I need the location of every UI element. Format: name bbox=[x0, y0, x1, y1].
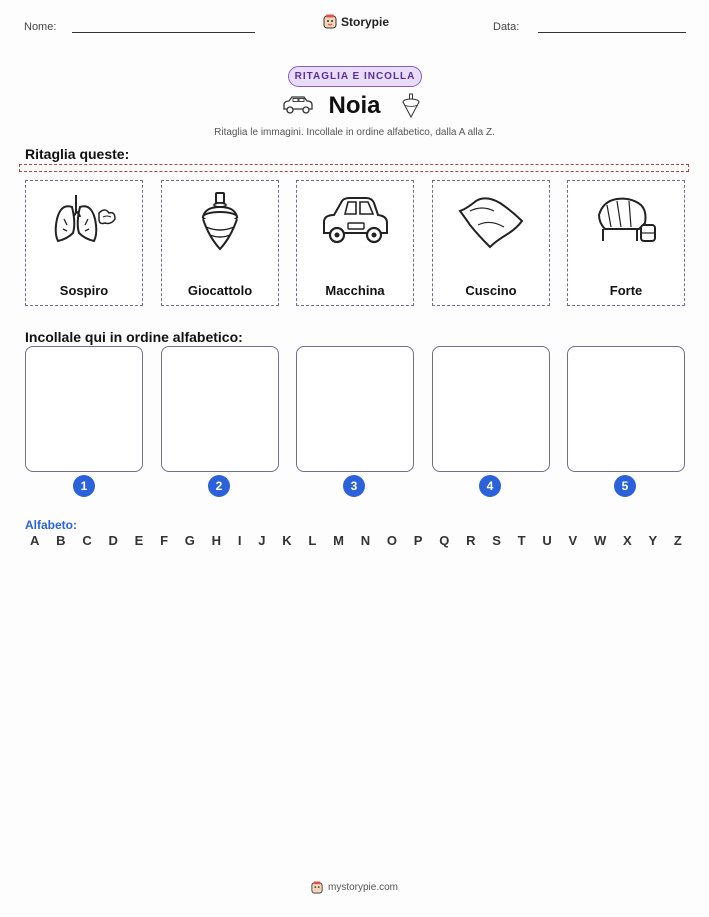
lungs-icon bbox=[49, 189, 119, 253]
alphabet-letter: R bbox=[466, 533, 476, 548]
alphabet-letter: Y bbox=[648, 533, 658, 548]
spinning-top-icon bbox=[185, 189, 255, 253]
alphabet-letter: P bbox=[413, 533, 423, 548]
alphabet-letter: Z bbox=[673, 533, 682, 548]
car-icon bbox=[320, 189, 390, 253]
number-badge-1: 1 bbox=[73, 475, 95, 497]
alphabet-letter: U bbox=[542, 533, 552, 548]
paste-box-5[interactable] bbox=[567, 346, 685, 472]
alphabet-letter: X bbox=[623, 533, 632, 548]
page-title: Noia bbox=[328, 92, 381, 119]
alphabet-letter: E bbox=[134, 533, 144, 548]
alphabet-letter: S bbox=[492, 533, 501, 548]
blanket-fort-icon bbox=[591, 189, 661, 253]
brand-name: Storypie bbox=[341, 14, 390, 29]
alphabet-row bbox=[30, 533, 682, 548]
cut-line bbox=[19, 164, 689, 172]
alphabet-letter: N bbox=[360, 533, 371, 548]
cut-card-label: Cuscino bbox=[465, 283, 517, 298]
paste-box-2[interactable] bbox=[161, 346, 279, 472]
alphabet-letter: A bbox=[30, 533, 40, 548]
cut-card-giocattolo[interactable] bbox=[161, 180, 279, 306]
cut-card-label: Forte bbox=[609, 283, 643, 298]
alphabet-heading: Alfabeto: bbox=[25, 518, 77, 532]
spinning-top-doodle-icon bbox=[400, 93, 422, 119]
storypie-mascot-icon bbox=[311, 881, 323, 894]
alphabet-letter: M bbox=[333, 533, 344, 548]
alphabet-letter: F bbox=[160, 533, 169, 548]
paste-box-1[interactable] bbox=[25, 346, 143, 472]
alphabet-letter: D bbox=[108, 533, 118, 548]
footer bbox=[0, 881, 709, 894]
cut-card-sospiro[interactable] bbox=[25, 180, 143, 306]
alphabet-letter: G bbox=[184, 533, 195, 548]
activity-badge: RITAGLIA E INCOLLA bbox=[288, 66, 422, 87]
alphabet-letter: L bbox=[308, 533, 317, 548]
storypie-mascot-icon bbox=[323, 14, 337, 29]
paste-box-4[interactable] bbox=[432, 346, 550, 472]
cut-card-macchina[interactable] bbox=[296, 180, 414, 306]
cut-card-forte[interactable] bbox=[567, 180, 685, 306]
alphabet-letter: B bbox=[56, 533, 66, 548]
paste-box-3[interactable] bbox=[296, 346, 414, 472]
number-badge-2: 2 bbox=[208, 475, 230, 497]
date-label: Data: bbox=[493, 21, 520, 33]
alphabet-letter: O bbox=[386, 533, 397, 548]
brand-logo bbox=[323, 14, 389, 29]
instructions: Ritaglia le immagini. Incollale in ordine alfabetico, dalla A alla Z. bbox=[214, 127, 495, 138]
cut-section-heading: Ritaglia queste: bbox=[25, 146, 130, 162]
alphabet-letter: C bbox=[82, 533, 92, 548]
name-line[interactable] bbox=[72, 32, 255, 33]
paste-section-heading: Incollale qui in ordine alfabetico: bbox=[25, 329, 243, 345]
alphabet-letter: I bbox=[237, 533, 242, 548]
cut-card-label: Giocattolo bbox=[187, 283, 253, 298]
cut-card-label: Macchina bbox=[325, 283, 385, 298]
cut-card-cuscino[interactable] bbox=[432, 180, 550, 306]
alphabet-letter: J bbox=[258, 533, 266, 548]
pillow-icon bbox=[456, 189, 526, 253]
footer-url[interactable]: mystorypie.com bbox=[327, 882, 398, 893]
alphabet-letter: K bbox=[282, 533, 292, 548]
number-badge-5: 5 bbox=[614, 475, 636, 497]
alphabet-letter: H bbox=[211, 533, 222, 548]
name-label: Nome: bbox=[24, 21, 57, 33]
number-badge-4: 4 bbox=[479, 475, 501, 497]
number-badge-3: 3 bbox=[343, 475, 365, 497]
alphabet-letter: Q bbox=[439, 533, 450, 548]
date-line[interactable] bbox=[538, 32, 686, 33]
alphabet-letter: T bbox=[517, 533, 526, 548]
alphabet-letter: W bbox=[593, 533, 607, 548]
alphabet-letter: V bbox=[568, 533, 578, 548]
cut-card-label: Sospiro bbox=[59, 283, 109, 298]
